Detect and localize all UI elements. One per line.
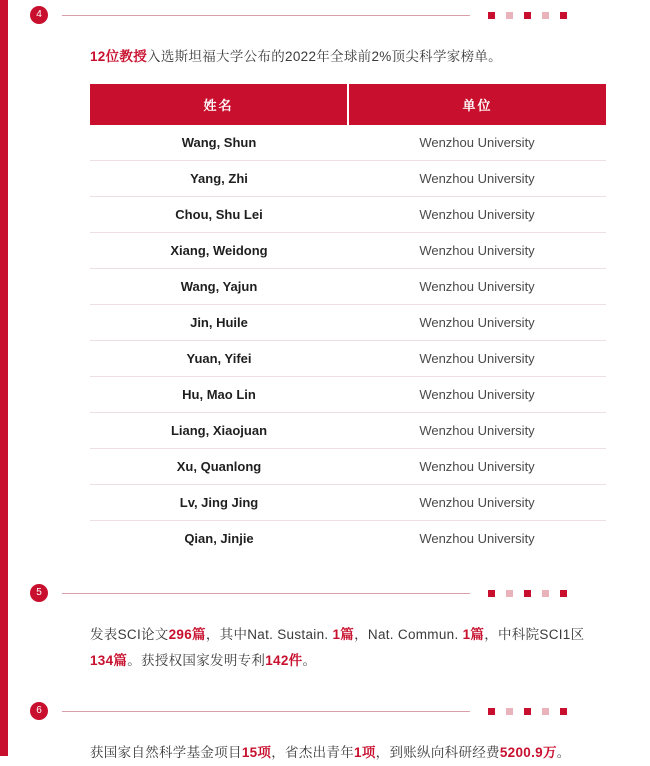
text-run: ，中科院SCI1区 xyxy=(484,627,585,642)
dot-square xyxy=(542,12,549,19)
table-row xyxy=(90,233,606,269)
cell-org: Wenzhou University xyxy=(348,377,606,413)
header-rule xyxy=(62,711,470,712)
cell-org: Wenzhou University xyxy=(348,449,606,485)
cell-name: Wang, Yajun xyxy=(90,269,348,305)
section-4-body xyxy=(20,30,650,556)
dot-square xyxy=(488,708,495,715)
table-row xyxy=(90,341,606,377)
text-run: ，其中Nat. Sustain. xyxy=(205,627,333,642)
dot-square xyxy=(560,12,567,19)
section-4-lead-text xyxy=(90,44,606,70)
dot-square xyxy=(542,708,549,715)
dot-square xyxy=(560,708,567,715)
cell-name: Chou, Shu Lei xyxy=(90,197,348,233)
cell-name: Lv, Jing Jing xyxy=(90,485,348,521)
cell-org: Wenzhou University xyxy=(348,125,606,161)
cell-name: Jin, Huile xyxy=(90,305,348,341)
header-dot-squares xyxy=(488,590,567,597)
text-run: 。 xyxy=(556,745,571,760)
dot-square xyxy=(524,708,531,715)
section-6-paragraph xyxy=(90,740,606,766)
dot-square xyxy=(506,590,513,597)
section-6-body xyxy=(20,726,650,766)
text-run: 。获授权国家发明专利 xyxy=(127,653,266,668)
column-header-org: 单位 xyxy=(348,84,606,125)
table-row xyxy=(90,485,606,521)
section-5-header xyxy=(20,578,650,608)
text-run-highlight: 296篇 xyxy=(168,627,206,642)
section-6-header xyxy=(20,696,650,726)
cell-name: Hu, Mao Lin xyxy=(90,377,348,413)
scientists-table xyxy=(90,84,606,556)
section-number-badge: 4 xyxy=(30,6,48,24)
section-5-paragraph xyxy=(90,622,606,674)
column-header-name: 姓名 xyxy=(90,84,348,125)
cell-org: Wenzhou University xyxy=(348,305,606,341)
section-5-body xyxy=(20,608,650,674)
cell-org: Wenzhou University xyxy=(348,197,606,233)
table-row xyxy=(90,449,606,485)
table-row xyxy=(90,161,606,197)
section-number-badge: 5 xyxy=(30,584,48,602)
text-run: 获国家自然科学基金项目 xyxy=(90,745,242,760)
dot-square xyxy=(488,590,495,597)
table-row xyxy=(90,377,606,413)
section-number-badge: 6 xyxy=(30,702,48,720)
dot-square xyxy=(560,590,567,597)
header-rule xyxy=(62,15,470,16)
text-run-highlight: 1篇 xyxy=(332,627,355,642)
dot-square xyxy=(506,12,513,19)
dot-square xyxy=(542,590,549,597)
table-header-row xyxy=(90,84,606,125)
cell-org: Wenzhou University xyxy=(348,413,606,449)
dot-square xyxy=(506,708,513,715)
text-run-highlight: 134篇 xyxy=(90,653,128,668)
header-rule xyxy=(62,593,470,594)
text-run: ，省杰出青年 xyxy=(271,745,355,760)
table-row xyxy=(90,269,606,305)
text-run: ，Nat. Commun. xyxy=(354,627,463,642)
table-row xyxy=(90,521,606,557)
text-run-highlight: 15项 xyxy=(241,745,272,760)
cell-name: Xiang, Weidong xyxy=(90,233,348,269)
header-dot-squares xyxy=(488,708,567,715)
text-run: ，到账纵向科研经费 xyxy=(375,745,500,760)
cell-name: Qian, Jinjie xyxy=(184,531,254,546)
table-row xyxy=(90,125,606,161)
dot-square xyxy=(488,12,495,19)
cell-name: Yang, Zhi xyxy=(90,161,348,197)
text-run-highlight: 5200.9万 xyxy=(499,745,557,760)
dot-square xyxy=(524,590,531,597)
cell-org: Wenzhou University xyxy=(348,233,606,269)
cell-name: Wang, Shun xyxy=(90,125,348,161)
cell-org: Wenzhou University xyxy=(419,531,535,546)
cell-org: Wenzhou University xyxy=(348,269,606,305)
cell-org: Wenzhou University xyxy=(348,485,606,521)
cell-name: Yuan, Yifei xyxy=(90,341,348,377)
lead-rest: 入选斯坦福大学公布的2022年全球前2%顶尖科学家榜单。 xyxy=(147,49,502,64)
text-run-highlight: 142件 xyxy=(265,653,303,668)
header-dot-squares xyxy=(488,12,567,19)
cell-name: Liang, Xiaojuan xyxy=(90,413,348,449)
text-run: 发表SCI论文 xyxy=(90,627,169,642)
table-row xyxy=(90,197,606,233)
lead-highlight: 12位教授 xyxy=(90,49,148,64)
text-run: 。 xyxy=(302,653,317,668)
cell-name: Xu, Quanlong xyxy=(90,449,348,485)
text-run-highlight: 1项 xyxy=(354,745,376,760)
section-5 xyxy=(0,578,650,674)
text-run-highlight: 1篇 xyxy=(462,627,485,642)
table-row xyxy=(90,305,606,341)
dot-square xyxy=(524,12,531,19)
cell-org: Wenzhou University xyxy=(348,341,606,377)
section-4-header xyxy=(20,0,650,30)
table-body xyxy=(90,125,606,556)
cell-org: Wenzhou University xyxy=(348,161,606,197)
table-row xyxy=(90,413,606,449)
